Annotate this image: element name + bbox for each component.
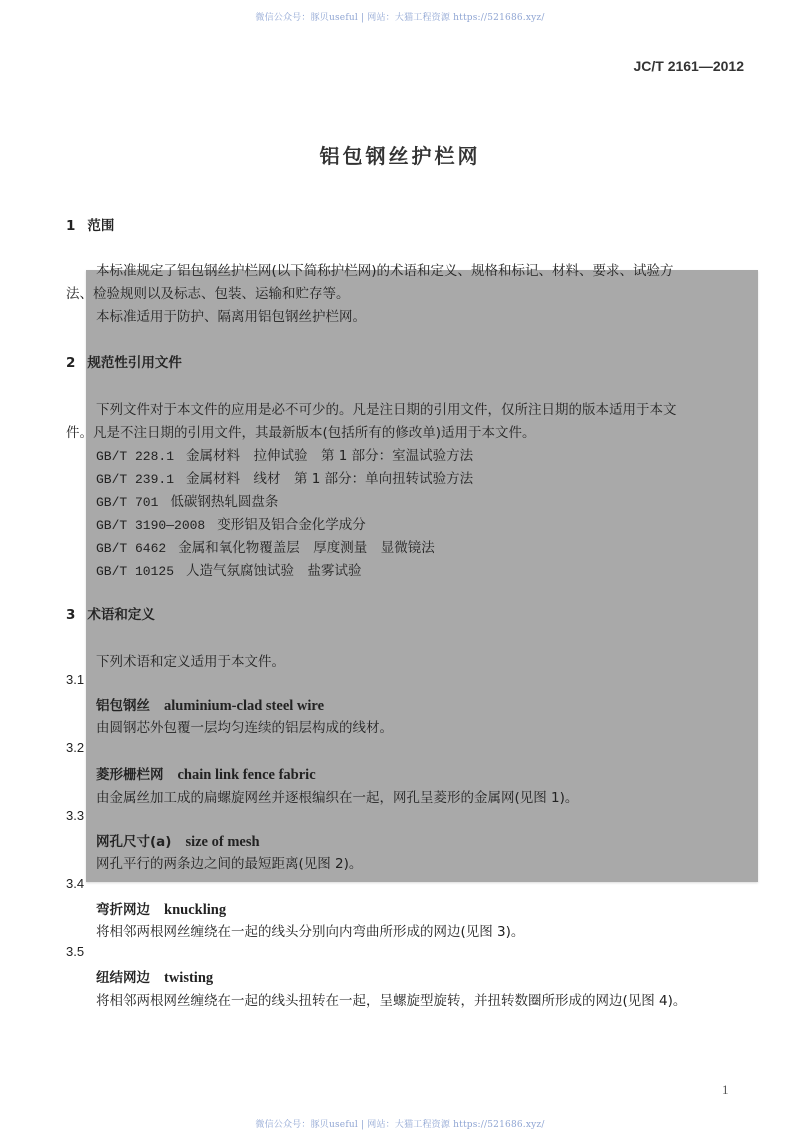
reference-title: 金属材料 拉伸试验 第 1 部分：室温试验方法	[186, 448, 474, 464]
document-title: 铝包钢丝护栏网	[319, 144, 481, 168]
paragraph-line: 本标准规定了铝包钢丝护栏网(以下简称护栏网)的术语和定义、规格和标记、材料、要求、试验方	[96, 263, 674, 279]
reference-title: 金属和氧化物覆盖层 厚度测量 显微镜法	[178, 540, 435, 556]
term-number: 3.5	[66, 944, 85, 959]
term-en: twisting	[164, 970, 214, 986]
section-number: 2	[66, 355, 76, 371]
section-intro: 下列术语和定义适用于本文件。	[96, 654, 285, 670]
standard-code: JC/T 2161—2012	[633, 58, 744, 74]
section-3-heading	[66, 603, 155, 623]
term-definition: 将相邻两根网丝缠绕在一起的线头扭转在一起，呈螺旋型旋转，并扭转数圈所形成的网边(见图 4)。	[96, 993, 687, 1009]
reference-code: GB/T 6462	[96, 541, 167, 556]
reference-item	[96, 559, 362, 579]
page-number: 1	[722, 1082, 729, 1097]
term-en: chain link fence fabric	[177, 767, 316, 783]
term-cn: 菱形栅栏网	[96, 767, 164, 783]
watermark-top: 微信公众号：豚贝useful | 网站：大猫工程资源 https://521686.xyz/	[255, 13, 545, 23]
term-cn: 纽结网边	[96, 970, 150, 986]
term-number: 3.2	[66, 740, 85, 755]
term-cn: 铝包钢丝	[96, 698, 150, 714]
term-heading	[96, 966, 213, 987]
reference-item	[96, 444, 473, 464]
paragraph-line: 本标准适用于防护、隔离用铝包钢丝护栏网。	[96, 309, 366, 325]
paragraph-line: 下列文件对于本文件的应用是必不可少的。凡是注日期的引用文件，仅所注日期的版本适用于本文	[96, 402, 677, 418]
term-definition: 由金属丝加工成的扁螺旋网丝并逐根编织在一起，网孔呈菱形的金属网(见图 1)。	[96, 790, 579, 806]
watermark-bottom: 微信公众号：豚贝useful | 网站：大猫工程资源 https://521686.xyz/	[255, 1120, 545, 1130]
section-title: 规范性引用文件	[87, 355, 182, 371]
reference-item	[96, 490, 278, 510]
term-number: 3.3	[66, 808, 85, 823]
term-heading	[96, 763, 316, 784]
reference-item	[96, 467, 473, 487]
section-1-heading	[66, 214, 114, 234]
reference-code: GB/T 10125	[96, 564, 175, 579]
term-cn: 弯折网边	[96, 902, 150, 918]
section-2-heading	[66, 351, 182, 371]
reference-code: GB/T 3190—2008	[96, 518, 206, 533]
term-en: aluminium-clad steel wire	[164, 698, 325, 714]
term-heading	[96, 694, 324, 715]
reference-title: 变形铝及铝合金化学成分	[217, 517, 366, 533]
section-number: 1	[66, 218, 76, 234]
reference-code: GB/T 239.1	[96, 472, 175, 487]
paragraph-line: 件。凡是不注日期的引用文件，其最新版本(包括所有的修改单)适用于本文件。	[66, 425, 536, 441]
term-number: 3.4	[66, 876, 85, 891]
term-en: size of mesh	[185, 834, 260, 850]
term-definition: 由圆钢芯外包覆一层均匀连续的铝层构成的线材。	[96, 720, 393, 736]
term-heading	[96, 898, 226, 919]
term-en: knuckling	[164, 902, 227, 918]
section-title: 范围	[87, 218, 115, 234]
term-heading	[96, 830, 260, 851]
term-cn: 网孔尺寸(a)	[96, 834, 172, 850]
paragraph-line: 法、检验规则以及标志、包装、运输和贮存等。	[66, 286, 350, 302]
term-number: 3.1	[66, 672, 85, 687]
reference-title: 人造气氛腐蚀试验 盐雾试验	[186, 563, 362, 579]
term-definition: 网孔平行的两条边之间的最短距离(见图 2)。	[96, 856, 363, 872]
reference-title: 金属材料 线材 第 1 部分：单向扭转试验方法	[186, 471, 474, 487]
reference-code: GB/T 228.1	[96, 449, 175, 464]
reference-title: 低碳钢热轧圆盘条	[170, 494, 279, 510]
term-definition: 将相邻两根网丝缠绕在一起的线头分别向内弯曲所形成的网边(见图 3)。	[96, 924, 525, 940]
reference-item	[96, 536, 435, 556]
reference-code: GB/T 701	[96, 495, 159, 510]
section-number: 3	[66, 607, 76, 623]
section-title: 术语和定义	[87, 607, 155, 623]
reference-item	[96, 513, 366, 533]
